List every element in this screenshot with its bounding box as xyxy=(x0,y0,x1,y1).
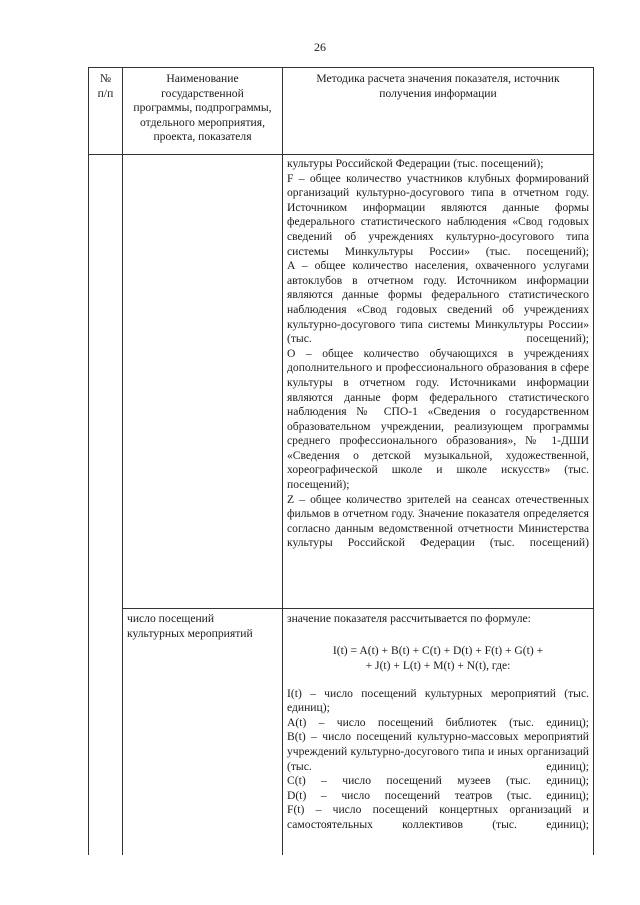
header-col-name: Наименование государственной программы, подпрограммы, отдельного мероприятия, проекта, показателя xyxy=(133,72,272,144)
definition-item: I(t) – число посещений культурных мероприятий (тыс. единиц); xyxy=(287,686,589,715)
method-paragraph: Z – общее количество зрителей на сеансах отечественных фильмов в отчетном году. Значение показателя определяется согласно данным ведомственной отчетности Министерства культуры Российской Федерации (тыс. посещений) xyxy=(287,492,589,550)
table-border-left xyxy=(88,67,89,855)
table-border-right xyxy=(593,67,594,855)
row-divider xyxy=(122,608,594,609)
formula-line-1: I(t) = A(t) + B(t) + C(t) + D(t) + F(t) + G(t) + xyxy=(332,643,544,657)
formula-line-2: + J(t) + L(t) + M(t) + N(t), где: xyxy=(365,658,511,672)
formula xyxy=(287,643,589,673)
header-col-number: № п/п xyxy=(97,72,114,100)
page-number: 26 xyxy=(314,40,326,54)
definition-item: D(t) – число посещений театров (тыс. единиц); xyxy=(287,788,589,802)
row1-method-cell xyxy=(287,157,589,551)
definition-item: F(t) – число посещений концертных организаций и самостоятельных коллективов (тыс. единиц); xyxy=(287,803,589,831)
method-paragraph: культуры Российской Федерации (тыс. посещений); xyxy=(287,157,544,170)
header-divider xyxy=(88,154,594,155)
header-col-method: Методика расчета значения показателя, источник получения информации xyxy=(316,72,560,100)
table-border-top xyxy=(88,67,594,68)
method-paragraph: O – общее количество обучающихся в учреждениях дополнительного и профессионального образования в сфере культуры в отчетном году. Источниками информации являются данные форм федерального статистического наблюдения № СПО-1 «Сведения о государственном образовательном учреждении, реализующем программы среднего профессионального образования», № 1-ДШИ «Сведения о детской музыкальной, художественной, хореографической школе и школе искусств» (тыс. посещений); xyxy=(287,346,589,492)
method-paragraph: A – общее количество населения, охваченного услугами автоклубов в отчетном году. Источником информации являются данные формы федерального статистического наблюдения «Свод годовых сведений об учреждениях культурно-досугового типа системы Минкультуры России» (тыс. посещений); xyxy=(287,259,589,346)
formula-intro: значение показателя рассчитывается по формуле: xyxy=(287,612,531,625)
definition-item: B(t) – число посещений культурно-массовых мероприятий учреждений культурно-досугового типа и иных организаций (тыс. единиц); xyxy=(287,730,589,773)
method-paragraph: F – общее количество участников клубных формирований организаций культурно-досугового типа в отчетном году. Источником информации являются данные формы федерального статистического наблюдения «Свод годовых сведений об учреждениях культурно-досугового типа системы Минкультуры России» (тыс. посещений); xyxy=(287,171,589,258)
row2-indicator-name: число посещений культурных мероприятий xyxy=(127,612,253,640)
column-divider-1 xyxy=(122,67,123,855)
definition-item: A(t) – число посещений библиотек (тыс. единиц); xyxy=(287,715,589,729)
column-divider-2 xyxy=(282,67,283,855)
row2-method-cell xyxy=(287,612,589,833)
definition-item: C(t) – число посещений музеев (тыс. единиц); xyxy=(287,774,589,788)
